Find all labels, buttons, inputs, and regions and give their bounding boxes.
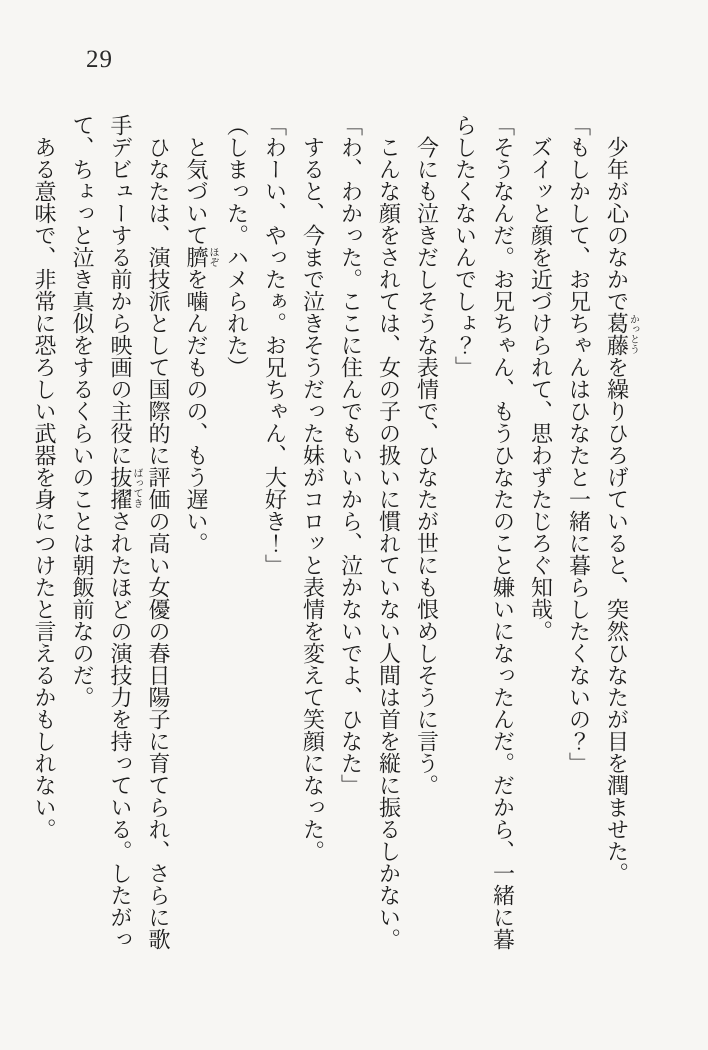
- paragraph: と気づいて臍ほぞを噛んだものの、もう遅い。: [184, 136, 218, 554]
- paragraph: すると、今まで泣きそうだった妹がコロッと表情を変えて笑顔になった。: [300, 136, 326, 862]
- ruby-annotated-word: 抜擢ばってき: [108, 466, 142, 510]
- ruby-annotated-word: 臍ほぞ: [184, 246, 218, 268]
- furigana: ほぞ: [207, 246, 218, 268]
- ruby-annotated-word: 葛藤かっとう: [604, 312, 639, 356]
- paragraph: ズイッと顔を近づけられて、思わずたじろぐ知哉。: [528, 136, 554, 642]
- furigana: かっとう: [627, 312, 639, 356]
- text-block: [30, 114, 638, 950]
- paragraph: こんな顔をされては、女の子の扱いに慣れていない人間は首を縦に振るしかない。: [376, 136, 402, 950]
- paragraph: ある意味で、非常に恐ろしい武器を身につけたと言えるかもしれない。: [32, 136, 57, 840]
- paragraph: 「もしかして、お兄ちゃんはひなたと一緒に暮らしたくないの？」: [566, 114, 592, 774]
- paragraph: 今にも泣きだしそうな表情で、ひなたが世にも恨めしそうに言う。: [414, 136, 440, 796]
- paragraph: 少年が心のなかで葛藤かっとうを繰りひろげていると、突然ひなたが目を潤ませた。: [604, 136, 639, 884]
- paragraph: （しまった。ハメられた）: [224, 114, 250, 378]
- furigana: ばってき: [131, 466, 142, 510]
- page-number: 29: [86, 46, 113, 73]
- paragraph: 「そうなんだ。お兄ちゃん、もうひなたのこと嫌いになったんだ。だから、一緒に暮らしたくないんでしょ？」: [452, 114, 516, 950]
- paragraph: 「わ、わかった。ここに住んでもいいから、泣かないでよ、ひなた」: [338, 114, 364, 796]
- paragraph: 「わーい、やったぁ。お兄ちゃん、大好き！」: [262, 114, 288, 576]
- paragraph: ひなたは、演技派として国際的に評価の高い女優の春日陽子に育てられ、さらに歌手デビューする前から映画の主役に抜擢ばってきされたほどの演技力を持っている。したがって、ちょっと泣き真似をするくらいのことは朝飯前なのだ。: [70, 114, 171, 950]
